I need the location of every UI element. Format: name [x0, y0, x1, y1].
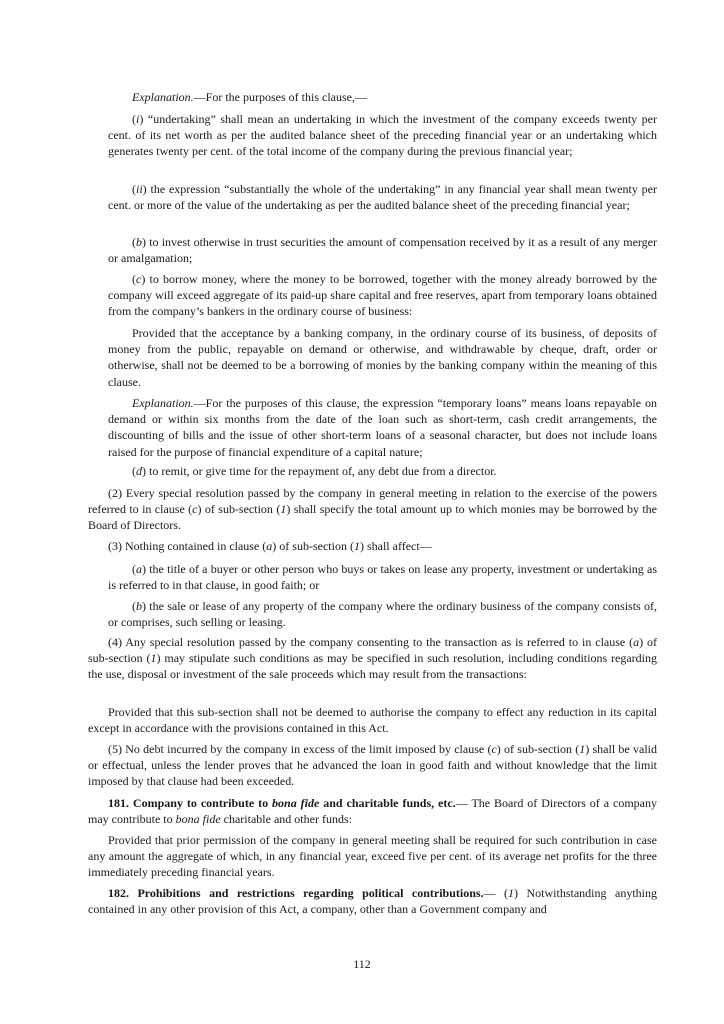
subsection-text: ) shall specify the total amount up to which monies may be borrowed by the Board of Directors.	[88, 502, 658, 533]
subsection-number: 5	[112, 742, 118, 756]
subsection-2-paragraph: (2) Every special resolution passed by the company in general meeting in relation to the exercise of the powers referred to in clause (c) of sub-section (1) shall specify the total amount up to which monies may be borrowed by the Board of Directors.	[88, 486, 658, 533]
section-text: — The Board of Directors of a company may contribute to	[88, 796, 657, 827]
clause-marker: a	[136, 562, 142, 576]
item-text: the expression “substantially the whole of the undertaking” in any financial year shall mean twenty per cent. or more of the value of the undertaking as per the audited balance sheet of the preceding financial year;	[108, 182, 657, 213]
item-marker: i	[136, 112, 140, 126]
clause-marker: b	[136, 599, 142, 613]
subsection-3-b-paragraph: (b) the sale or lease of any property of the company where the ordinary business of the company consists of, or comprises, such selling or leasing.	[108, 599, 657, 630]
subsection-text: ) may stipulate such conditions as may be specified in such resolution, including conditions regarding the use, disposal or investment of the sale proceeds which may result from the transactions:	[88, 651, 657, 682]
proviso-paragraph-1	[108, 325, 657, 390]
explanation-paragraph-2	[108, 395, 657, 460]
subsection-number: 3	[112, 539, 118, 553]
clause-ref: c	[491, 742, 497, 756]
clause-ref: a	[633, 635, 640, 649]
explanation-label: Explanation.	[132, 396, 194, 410]
clause-text: to invest otherwise in trust securities the amount of compensation received by it as a result of any merger or amalgamation;	[108, 235, 657, 266]
explanation-label: Explanation.	[132, 90, 194, 104]
section-text: ) Notwithstanding anything contained in any other provision of this Act, a company, other than a Government company and	[88, 886, 657, 917]
item-marker: ii	[136, 182, 143, 196]
subsection-5-paragraph: (5) No debt incurred by the company in excess of the limit imposed by clause (c) of sub-section (1) shall be valid or effectual, unless the lender proves that he advanced the loan in good faith and without knowledge that the limit imposed by that clause had been exceeded.	[88, 742, 657, 789]
subsection-text: Any special resolution passed by the company consenting to the transaction as is referred to in clause (	[122, 635, 634, 649]
item-i-paragraph: (i) “undertaking” shall mean an undertaking in which the investment of the company exceeds twenty per cent. of its net worth as per the audited balance sheet of the preceding financial year or an undertaking which generates twenty per cent. of the total income of the company during the previous financial year;	[108, 112, 657, 159]
item-text: “undertaking” shall mean an undertaking in which the investment of the company exceeds twenty per cent. of its net worth as per the audited balance sheet of the preceding financial year or an undertaking which generates twenty per cent. of the total income of the company during the previous financial year;	[108, 112, 657, 159]
clause-marker: c	[136, 272, 142, 286]
subsection-text: ) of sub-section (	[272, 539, 354, 553]
subsection-3-a-paragraph: (a) the title of a buyer or other person who buys or takes on lease any property, investment or undertaking as is referred to in that clause, in good faith; or	[108, 562, 657, 593]
subsection-text: Nothing contained in clause (	[122, 539, 267, 553]
explanation-text: —For the purposes of this clause, the expression “temporary loans” means loans repayable on demand or within six months from the date of the loan such as short-term, cash credit arrangements, the discounting of bills and the issue of other short-term loans of a seasonal character, but does not include loans raised for the purpose of financial expenditure of a capital nature;	[108, 396, 657, 459]
proviso-paragraph-3	[88, 832, 657, 881]
section-text: — (	[483, 886, 509, 900]
section-heading-text: and charitable funds, etc.	[319, 796, 456, 810]
clause-text: the title of a buyer or other person who buys or takes on lease any property, investment or undertaking as is referred to in that clause, in good faith; or	[108, 562, 657, 593]
item-ii-paragraph: (ii) the expression “substantially the whole of the undertaking” in any financial year shall mean twenty per cent. or more of the value of the undertaking as per the audited balance sheet of the preceding financial year;	[108, 182, 657, 213]
clause-b-paragraph: (b) to invest otherwise in trust securities the amount of compensation received by it as a result of any merger or amalgamation;	[108, 235, 657, 266]
proviso-text: Provided that prior permission of the company in general meeting shall be required for such contribution in case any amount the aggregate of which, in any financial year, exceed five per cent. of its average net profits for the three immediately preceding financial years.	[88, 833, 657, 880]
section-heading-italic: bona fide	[272, 796, 320, 810]
subsection-ref: 1	[508, 886, 515, 900]
subsection-text: ) shall be valid or effectual, unless the lender proves that he advanced the loan in good faith and without knowledge that the limit imposed by that clause had been exceeded.	[88, 742, 657, 789]
explanation-text: —For the purposes of this clause,—	[193, 90, 367, 104]
subsection-ref: 1	[280, 502, 287, 517]
subsection-text: No debt incurred by the company in excess of the limit imposed by clause (	[122, 742, 492, 756]
proviso-text: Provided that the acceptance by a banking company, in the ordinary course of its business, of deposits of money from the public, repayable on demand or otherwise, and withdrawable by cheque, draft, order or otherwise, shall not be deemed to be a borrowing of monies by the banking company within the meaning of this clause.	[108, 326, 657, 389]
clause-c-paragraph: (c) to borrow money, where the money to be borrowed, together with the money already borrowed by the company will exceed aggregate of its paid-up share capital and free reserves, apart from temporary loans obtained from the company’s bankers in the ordinary course of business:	[108, 272, 657, 319]
section-heading: 182. Prohibitions and restrictions regarding political contributions.	[108, 886, 484, 900]
clause-text: to borrow money, where the money to be borrowed, together with the money already borrowed by the company will exceed aggregate of its paid-up share capital and free reserves, apart from temporary loans obtained from the company’s bankers in the ordinary course of business:	[108, 272, 657, 319]
section-text-italic: bona fide	[175, 812, 221, 827]
subsection-text: ) shall affect—	[359, 539, 432, 553]
clause-ref: c	[192, 502, 198, 517]
proviso-text: Provided that this sub-section shall not be deemed to authorise the company to effect any reduction in its capital except in accordance with the provisions contained in this Act.	[88, 705, 657, 736]
subsection-text: ) of sub-section (	[88, 635, 657, 666]
clause-ref: a	[266, 539, 273, 553]
clause-d-paragraph: (d) to remit, or give time for the repayment of, any debt due from a director.	[132, 464, 497, 478]
subsection-text: ) of sub-section (	[496, 742, 580, 756]
explanation-paragraph-1	[108, 89, 657, 105]
clause-marker: d	[136, 464, 142, 478]
subsection-ref: 1	[353, 539, 360, 553]
subsection-text: ) of sub-section (	[197, 502, 281, 517]
section-heading	[108, 796, 456, 810]
section-text: charitable and other funds:	[220, 812, 352, 827]
subsection-number: 2	[112, 486, 118, 500]
clause-text: the sale or lease of any property of the company where the ordinary business of the company consists of, or comprises, such selling or leasing.	[108, 599, 657, 630]
subsection-4-paragraph: (4) Any special resolution passed by the company consenting to the transaction as is referred to in clause (a) of sub-section (1) may stipulate such conditions as may be specified in such resolution, including conditions regarding the use, disposal or investment of the sale proceeds which may result from the transactions:	[88, 635, 657, 682]
subsection-ref: 1	[579, 742, 586, 756]
subsection-ref: 1	[150, 651, 157, 666]
subsection-text: Every special resolution passed by the company in general meeting in relation to the exercise of the powers referred to in clause (	[88, 486, 657, 517]
section-heading-text: 181. Company to contribute to	[108, 796, 273, 810]
subsection-3-paragraph: (3) Nothing contained in clause (a) of sub-section (1) shall affect—	[108, 539, 432, 553]
subsection-number: 4	[112, 635, 118, 649]
section-181-paragraph	[88, 795, 657, 827]
clause-text: to remit, or give time for the repayment of, any debt due from a director.	[146, 464, 497, 478]
proviso-paragraph-2	[88, 704, 657, 736]
section-182-paragraph	[88, 885, 657, 917]
clause-marker: b	[136, 235, 142, 249]
page-number: 112	[353, 957, 371, 971]
